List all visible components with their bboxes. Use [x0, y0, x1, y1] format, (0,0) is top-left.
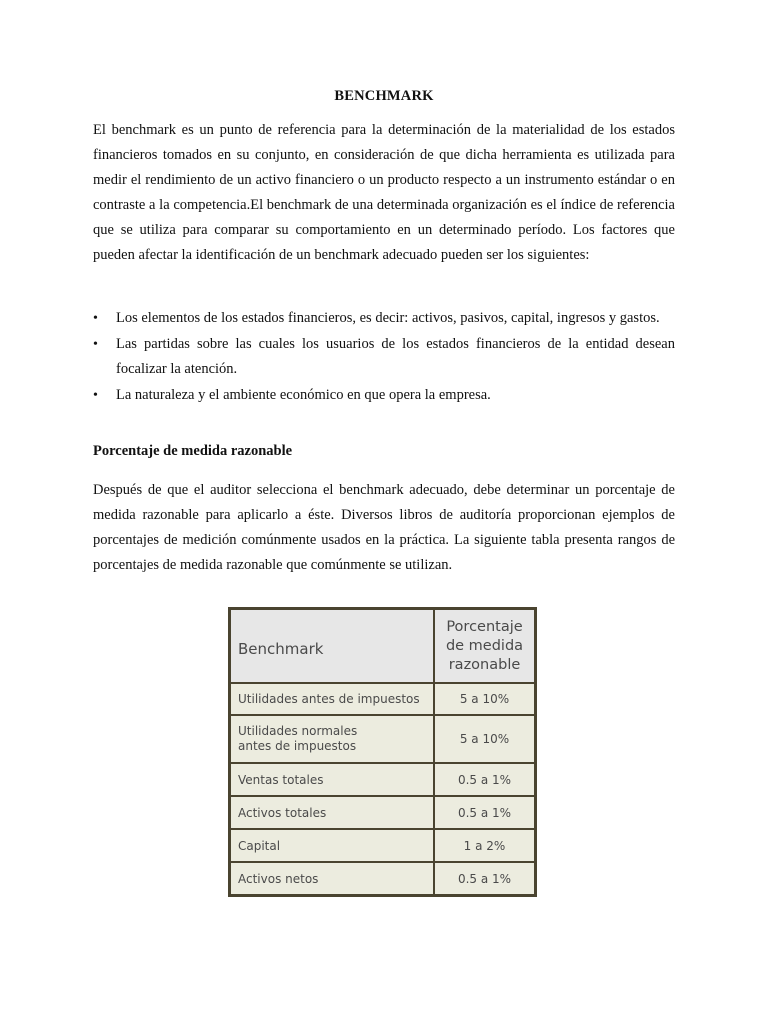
- table-row: [230, 715, 536, 763]
- benchmark-line: antes de impuestos: [238, 739, 357, 753]
- header-percentage-line: razonable: [448, 656, 521, 673]
- benchmark-cell: [230, 715, 435, 763]
- table-row: [230, 683, 536, 715]
- percentage-cell: 0.5 a 1%: [434, 862, 535, 896]
- intro-paragraph: El benchmark es un punto de referencia para la determinación de la materialidad de los estados financieros tomados en su conjunto, en consideración de que dicha herramienta es utilizada para medir el rendimiento de un activo financiero o un producto respecto a un instrumento estándar o en contraste a la competencia.El benchmark de una determinada organización es el índice de referencia que se utiliza para comparar su comportamiento en un determinado período. Los factores que pueden afectar la identificación de un benchmark adecuado pueden ser los siguientes:: [93, 122, 675, 263]
- percentage-cell: 5 a 10%: [434, 715, 535, 763]
- percentage-cell: 0.5 a 1%: [434, 796, 535, 829]
- list-item-text: La naturaleza y el ambiente económico en que opera la empresa.: [116, 387, 491, 403]
- list-item-text: Las partidas sobre las cuales los usuarios de los estados financieros de la entidad desean focalizar la atención.: [116, 336, 675, 377]
- header-percentage-line: de medida: [445, 637, 524, 654]
- list-item: [93, 332, 675, 382]
- percentage-cell: 5 a 10%: [434, 683, 535, 715]
- section-subheading: Porcentaje de medida razonable: [93, 443, 293, 459]
- table-row: [230, 763, 536, 796]
- table-row: [230, 796, 536, 829]
- benchmark-table: [228, 607, 537, 897]
- document-title: BENCHMARK: [334, 88, 434, 104]
- list-item: [93, 383, 675, 408]
- benchmark-cell: Capital: [230, 829, 435, 862]
- benchmark-line: Utilidades normales: [238, 724, 358, 738]
- benchmark-cell: Ventas totales: [230, 763, 435, 796]
- percentage-cell: 0.5 a 1%: [434, 763, 535, 796]
- factors-list: [93, 306, 675, 409]
- table-header-row: [230, 609, 536, 684]
- second-paragraph: Después de que el auditor selecciona el benchmark adecuado, debe determinar un porcentaje de medida razonable para aplicarlo a éste. Diversos libros de auditoría proporcionan ejemplos de porcentajes de medición comúnmente usados en la práctica. La siguiente tabla presenta rangos de porcentajes de medida razonable que comúnmente se utilizan.: [93, 482, 675, 573]
- benchmark-cell: Activos totales: [230, 796, 435, 829]
- benchmark-cell: Utilidades antes de impuestos: [230, 683, 435, 715]
- bullet-icon: •: [93, 311, 98, 326]
- header-percentage: [434, 609, 535, 684]
- bullet-icon: •: [93, 388, 98, 403]
- list-item-text: Los elementos de los estados financieros, es decir: activos, pasivos, capital, ingresos y gastos.: [116, 310, 660, 326]
- percentage-cell: 1 a 2%: [434, 829, 535, 862]
- header-benchmark: Benchmark: [230, 609, 435, 684]
- header-percentage-line: Porcentaje: [446, 618, 523, 635]
- list-item: [93, 306, 675, 331]
- table-row: [230, 829, 536, 862]
- bullet-icon: •: [93, 337, 98, 352]
- table-row: [230, 862, 536, 896]
- benchmark-cell: Activos netos: [230, 862, 435, 896]
